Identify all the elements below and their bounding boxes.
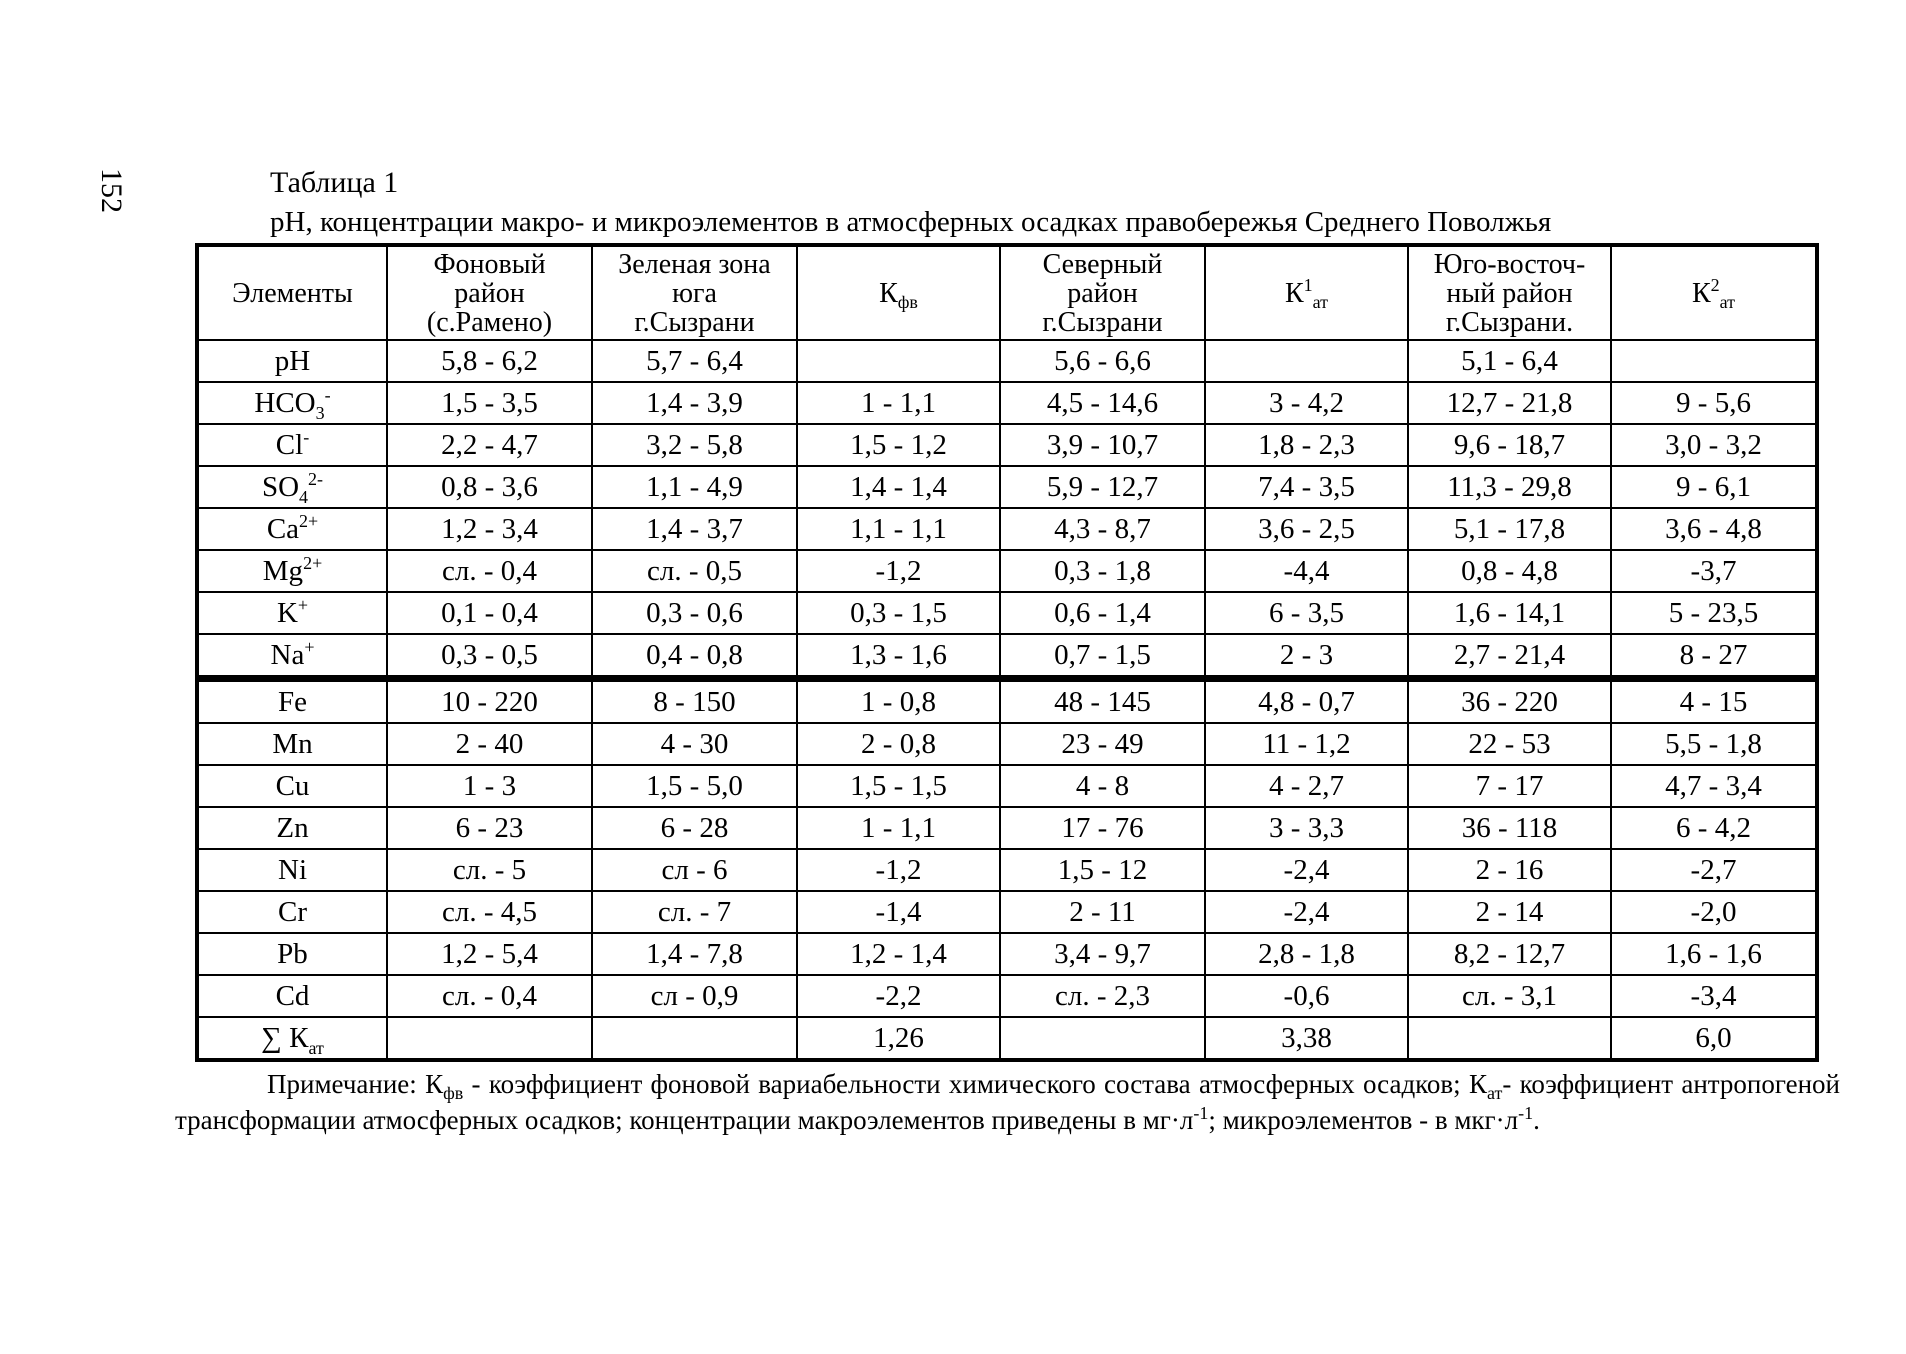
column-header-line: г.Сызрани. — [1445, 306, 1574, 338]
element-cell — [197, 424, 387, 466]
value-cell: сл - 6 — [592, 849, 797, 891]
note-text: . — [1533, 1105, 1540, 1135]
element-superscript: 2+ — [303, 553, 323, 574]
table-row — [197, 849, 1817, 891]
value-cell: 1 - 1,1 — [797, 807, 1000, 849]
element-symbol: Mn — [272, 728, 313, 760]
value-cell — [592, 1017, 797, 1060]
element-symbol: Pb — [277, 938, 308, 970]
column-header-line: Зеленая зона — [618, 248, 771, 280]
value-cell: -2,4 — [1205, 891, 1408, 933]
value-cell: 9 - 5,6 — [1611, 382, 1817, 424]
value-cell: 1,2 - 5,4 — [387, 933, 592, 975]
column-header-superscript: 2 — [1710, 275, 1720, 296]
value-cell: 9 - 6,1 — [1611, 466, 1817, 508]
element-cell — [197, 550, 387, 592]
element-symbol: Cd — [275, 980, 310, 1012]
value-cell: 7 - 17 — [1408, 765, 1611, 807]
column-header-line: Фоновый — [433, 248, 546, 280]
table-body — [197, 340, 1817, 1060]
value-cell: 1,2 - 1,4 — [797, 933, 1000, 975]
value-cell: 0,7 - 1,5 — [1000, 634, 1205, 679]
value-cell: -3,4 — [1611, 975, 1817, 1017]
value-cell: сл. - 4,5 — [387, 891, 592, 933]
table-row — [197, 765, 1817, 807]
element-cell — [197, 340, 387, 382]
column-header — [197, 245, 387, 340]
element-symbol: K — [276, 597, 298, 629]
value-cell: -2,4 — [1205, 849, 1408, 891]
column-header — [1000, 245, 1205, 340]
value-cell: 2 - 11 — [1000, 891, 1205, 933]
table-row — [197, 807, 1817, 849]
data-table — [195, 243, 1819, 1062]
value-cell: 0,8 - 4,8 — [1408, 550, 1611, 592]
value-cell: 6 - 23 — [387, 807, 592, 849]
element-cell — [197, 849, 387, 891]
value-cell: 5 - 23,5 — [1611, 592, 1817, 634]
value-cell — [1408, 1017, 1611, 1060]
value-cell: 1 - 1,1 — [797, 382, 1000, 424]
column-header — [592, 245, 797, 340]
value-cell: 6 - 4,2 — [1611, 807, 1817, 849]
element-symbol: Zn — [276, 812, 309, 844]
element-subscript: 4 — [299, 486, 309, 507]
table-label: Таблица 1 — [270, 166, 399, 199]
value-cell: -4,4 — [1205, 550, 1408, 592]
value-cell: 12,7 - 21,8 — [1408, 382, 1611, 424]
element-symbol: Cu — [275, 770, 310, 802]
note-text: ; микроэлементов - в мкг·л — [1208, 1105, 1519, 1135]
value-cell: сл. - 7 — [592, 891, 797, 933]
element-superscript: - — [324, 385, 331, 406]
value-cell: 3,6 - 2,5 — [1205, 508, 1408, 550]
column-header — [1611, 245, 1817, 340]
value-cell: 2 - 14 — [1408, 891, 1611, 933]
value-cell: 11 - 1,2 — [1205, 723, 1408, 765]
element-superscript: 2- — [308, 469, 324, 490]
value-cell: 1,26 — [797, 1017, 1000, 1060]
table-row — [197, 679, 1817, 724]
value-cell: 0,1 - 0,4 — [387, 592, 592, 634]
element-superscript: + — [297, 595, 309, 616]
value-cell: 17 - 76 — [1000, 807, 1205, 849]
value-cell: -1,4 — [797, 891, 1000, 933]
value-cell: 0,3 - 1,8 — [1000, 550, 1205, 592]
element-symbol: Ni — [278, 854, 307, 886]
column-header-line: К — [1284, 277, 1304, 309]
page-number: 152 — [95, 168, 128, 213]
value-cell: 6 - 28 — [592, 807, 797, 849]
value-cell: 6,0 — [1611, 1017, 1817, 1060]
value-cell: 4,8 - 0,7 — [1205, 679, 1408, 724]
element-cell — [197, 975, 387, 1017]
column-header-line: г.Сызрани — [1042, 306, 1163, 338]
column-header — [797, 245, 1000, 340]
value-cell: сл. - 0,5 — [592, 550, 797, 592]
element-cell — [197, 382, 387, 424]
table-row — [197, 634, 1817, 679]
element-cell — [197, 933, 387, 975]
column-header-subscript: ат — [1312, 292, 1329, 313]
value-cell: 10 - 220 — [387, 679, 592, 724]
table-row — [197, 723, 1817, 765]
value-cell: 1,5 - 1,2 — [797, 424, 1000, 466]
value-cell: -0,6 — [1205, 975, 1408, 1017]
note-text: - коэффициент антропогеной трансформации атмосферных осадков; концентрации макроэлементов приведены в мг·л — [175, 1069, 1840, 1135]
value-cell: 0,4 - 0,8 — [592, 634, 797, 679]
element-symbol: Na — [270, 639, 305, 671]
value-cell: 0,3 - 0,6 — [592, 592, 797, 634]
column-header-subscript: ат — [1719, 292, 1736, 313]
column-header-line: К — [879, 277, 898, 309]
note-superscript: -1 — [1518, 1103, 1534, 1123]
value-cell: 3,4 - 9,7 — [1000, 933, 1205, 975]
value-cell: 2 - 40 — [387, 723, 592, 765]
element-cell — [197, 679, 387, 724]
value-cell: -2,2 — [797, 975, 1000, 1017]
value-cell: 4,7 - 3,4 — [1611, 765, 1817, 807]
note-subscript: фв — [443, 1083, 464, 1104]
value-cell: 8,2 - 12,7 — [1408, 933, 1611, 975]
value-cell: 1,4 - 7,8 — [592, 933, 797, 975]
value-cell: сл. - 5 — [387, 849, 592, 891]
value-cell: 5,1 - 17,8 — [1408, 508, 1611, 550]
table-row — [197, 382, 1817, 424]
value-cell: 1,5 - 1,5 — [797, 765, 1000, 807]
note-text: - коэффициент фоновой вариабельности химического состава атмосферных осадков; К — [463, 1069, 1487, 1099]
value-cell: 0,3 - 1,5 — [797, 592, 1000, 634]
value-cell: 4,3 - 8,7 — [1000, 508, 1205, 550]
table-row — [197, 891, 1817, 933]
value-cell: сл. - 0,4 — [387, 975, 592, 1017]
value-cell: 4 - 2,7 — [1205, 765, 1408, 807]
value-cell — [1000, 1017, 1205, 1060]
value-cell: 2,8 - 1,8 — [1205, 933, 1408, 975]
element-cell — [197, 634, 387, 679]
value-cell: 1,8 - 2,3 — [1205, 424, 1408, 466]
value-cell: 5,1 - 6,4 — [1408, 340, 1611, 382]
value-cell: 4 - 15 — [1611, 679, 1817, 724]
value-cell: сл. - 2,3 — [1000, 975, 1205, 1017]
value-cell: -1,2 — [797, 550, 1000, 592]
column-header-line: К — [1691, 277, 1711, 309]
table-row — [197, 424, 1817, 466]
column-header-line: район — [1067, 277, 1138, 309]
value-cell: 2,7 - 21,4 — [1408, 634, 1611, 679]
table-row — [197, 466, 1817, 508]
value-cell: -2,7 — [1611, 849, 1817, 891]
note-text: Примечание: К — [267, 1069, 444, 1099]
value-cell: 2 - 0,8 — [797, 723, 1000, 765]
element-cell — [197, 891, 387, 933]
value-cell — [797, 340, 1000, 382]
value-cell: 0,3 - 0,5 — [387, 634, 592, 679]
table-row — [197, 1017, 1817, 1060]
value-cell: 3,0 - 3,2 — [1611, 424, 1817, 466]
table-row — [197, 975, 1817, 1017]
column-header-line: г.Сызрани — [634, 306, 755, 338]
value-cell: 1 - 0,8 — [797, 679, 1000, 724]
column-header-line: район — [454, 277, 525, 309]
element-cell — [197, 508, 387, 550]
column-header-line: Элементы — [232, 277, 353, 309]
element-symbol: Ca — [266, 513, 300, 545]
element-symbol: SO — [261, 471, 300, 503]
column-header-subscript: фв — [897, 292, 918, 313]
element-superscript: 2+ — [299, 511, 319, 532]
element-superscript: + — [304, 637, 315, 658]
value-cell: 1,5 - 3,5 — [387, 382, 592, 424]
value-cell: 4,5 - 14,6 — [1000, 382, 1205, 424]
column-header — [387, 245, 592, 340]
element-symbol: Cr — [278, 896, 307, 928]
value-cell: 1,2 - 3,4 — [387, 508, 592, 550]
column-header-superscript: 1 — [1303, 275, 1313, 296]
table-row — [197, 933, 1817, 975]
element-subscript: ат — [308, 1037, 324, 1058]
element-cell — [197, 466, 387, 508]
value-cell: 1,6 - 1,6 — [1611, 933, 1817, 975]
column-header-line: юга — [672, 277, 717, 309]
value-cell: 5,6 - 6,6 — [1000, 340, 1205, 382]
value-cell: 6 - 3,5 — [1205, 592, 1408, 634]
value-cell: 1,5 - 5,0 — [592, 765, 797, 807]
element-subscript: 3 — [315, 402, 325, 423]
column-header — [1205, 245, 1408, 340]
value-cell: 1,6 - 14,1 — [1408, 592, 1611, 634]
value-cell: 3,38 — [1205, 1017, 1408, 1060]
value-cell: 3,2 - 5,8 — [592, 424, 797, 466]
column-header — [1408, 245, 1611, 340]
value-cell: сл. - 0,4 — [387, 550, 592, 592]
value-cell: 1,1 - 4,9 — [592, 466, 797, 508]
element-symbol: Fe — [278, 686, 307, 718]
table-row — [197, 550, 1817, 592]
column-header-line: Северный — [1042, 248, 1163, 280]
value-cell: 0,8 - 3,6 — [387, 466, 592, 508]
value-cell: 1,4 - 3,9 — [592, 382, 797, 424]
table-row — [197, 340, 1817, 382]
value-cell: 2,2 - 4,7 — [387, 424, 592, 466]
table-note — [175, 1066, 1840, 1138]
value-cell: 1 - 3 — [387, 765, 592, 807]
value-cell — [1205, 340, 1408, 382]
value-cell: 22 - 53 — [1408, 723, 1611, 765]
element-symbol: pH — [274, 345, 311, 377]
value-cell: 5,7 - 6,4 — [592, 340, 797, 382]
value-cell: 8 - 150 — [592, 679, 797, 724]
value-cell: 23 - 49 — [1000, 723, 1205, 765]
value-cell: 3,9 - 10,7 — [1000, 424, 1205, 466]
value-cell: 4 - 30 — [592, 723, 797, 765]
table-row — [197, 508, 1817, 550]
value-cell — [1611, 340, 1817, 382]
value-cell: 2 - 16 — [1408, 849, 1611, 891]
column-header-line: ный район — [1446, 277, 1573, 309]
element-cell — [197, 592, 387, 634]
value-cell: 7,4 - 3,5 — [1205, 466, 1408, 508]
value-cell: 1,4 - 3,7 — [592, 508, 797, 550]
value-cell: 11,3 - 29,8 — [1408, 466, 1611, 508]
element-superscript: - — [303, 427, 310, 448]
value-cell: -1,2 — [797, 849, 1000, 891]
value-cell: сл. - 3,1 — [1408, 975, 1611, 1017]
element-cell — [197, 807, 387, 849]
element-cell — [197, 765, 387, 807]
value-cell: 5,5 - 1,8 — [1611, 723, 1817, 765]
value-cell: 5,9 - 12,7 — [1000, 466, 1205, 508]
value-cell — [387, 1017, 592, 1060]
value-cell: 9,6 - 18,7 — [1408, 424, 1611, 466]
element-cell — [197, 723, 387, 765]
element-symbol: Mg — [262, 555, 304, 587]
value-cell: 4 - 8 — [1000, 765, 1205, 807]
table-title: рН, концентрации макро- и микроэлементов в атмосферных осадках правобережья Среднего Поволжья — [270, 206, 1552, 238]
value-cell: 48 - 145 — [1000, 679, 1205, 724]
value-cell: 36 - 220 — [1408, 679, 1611, 724]
value-cell: сл - 0,9 — [592, 975, 797, 1017]
value-cell: 3 - 3,3 — [1205, 807, 1408, 849]
note-subscript: ат — [1486, 1083, 1503, 1104]
table-row — [197, 592, 1817, 634]
value-cell: 3,6 - 4,8 — [1611, 508, 1817, 550]
value-cell: -2,0 — [1611, 891, 1817, 933]
value-cell: 3 - 4,2 — [1205, 382, 1408, 424]
column-header-line: (с.Рамено) — [426, 306, 553, 338]
element-symbol: Cl — [275, 429, 304, 461]
note-superscript: -1 — [1193, 1103, 1209, 1123]
value-cell: 0,6 - 1,4 — [1000, 592, 1205, 634]
table-header-row — [197, 245, 1817, 340]
value-cell: 1,3 - 1,6 — [797, 634, 1000, 679]
value-cell: 8 - 27 — [1611, 634, 1817, 679]
value-cell: 36 - 118 — [1408, 807, 1611, 849]
column-header-line: Юго-восточ- — [1433, 248, 1586, 280]
value-cell: -3,7 — [1611, 550, 1817, 592]
value-cell: 5,8 - 6,2 — [387, 340, 592, 382]
value-cell: 1,4 - 1,4 — [797, 466, 1000, 508]
element-symbol: HCO — [254, 387, 316, 419]
value-cell: 1,5 - 12 — [1000, 849, 1205, 891]
element-cell — [197, 1017, 387, 1060]
value-cell: 2 - 3 — [1205, 634, 1408, 679]
value-cell: 1,1 - 1,1 — [797, 508, 1000, 550]
element-symbol: ∑ К — [261, 1022, 309, 1054]
